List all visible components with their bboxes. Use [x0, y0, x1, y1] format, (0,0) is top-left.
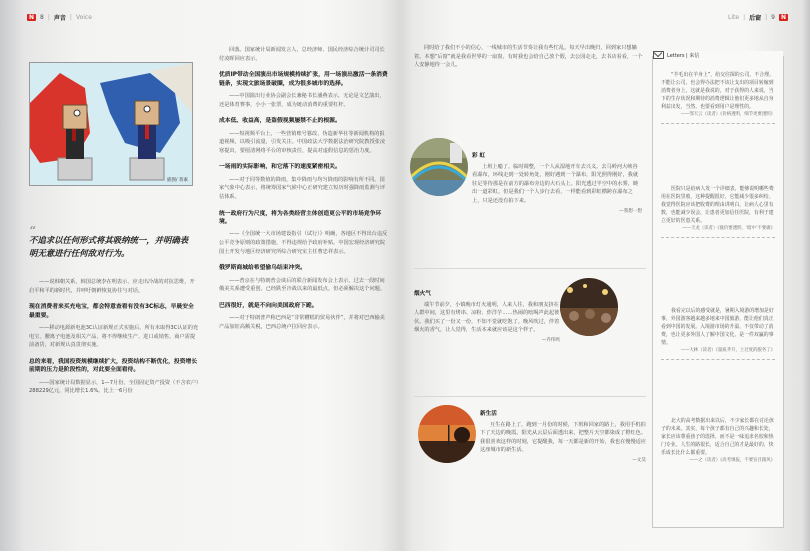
snippet-body: 上班上瘾了。临时调整，一个人从湿地开车去兴义。去马岭河大峡谷看瀑布，环线走到一处转角处，刚好遇到一个瀑布，阳光照得刚好，我就驻足等待那是在前方的瀑布旁边的大石头上。阳光透过半空中的水雾，映出一道彩虹。但是我们一个人步行去看，一样能看到彩虹横跨在瀑布之上，只是还没有拍下来。	[472, 163, 639, 204]
rainbow-photo	[410, 138, 468, 196]
quote-body: ——《全国统一大市场建设指引（试行）》明确，各地区不得出台违反公平竞争原则的政策措施，不得违规给予政府补贴。中国宏观经济研究院国土开发与地区经济研究所综合研究室主任曹忠祥表示。	[219, 231, 388, 255]
quote-headline: 现在消费者来买充电宝，都会特意查看有没有3C标志，早晨安全最重要。	[29, 304, 194, 319]
quote-headline: 成本低、收益高，是盗假视频屡禁不止的根源。	[219, 118, 341, 125]
divider	[414, 396, 646, 397]
quote-body: ——对于特朗普声称巴西是“非常糟糕的贸易伙伴”，并将对巴西输美产品加征高额关税，巴西总统卢拉回应表示。	[219, 315, 385, 330]
cartoon-image	[30, 63, 192, 185]
letter-signature: ——鄂天云（读者）《价格透明，细节更要透明》	[680, 112, 775, 118]
left-page-number: 8	[40, 14, 44, 21]
snippet-new-life	[480, 410, 646, 466]
letters-header	[653, 51, 783, 59]
night-market-image	[560, 278, 618, 336]
letter-body: 北大的高考数据出来以后，不少家长都在讨论孩子的未来。其实，每个孩子都有自己的兴趣和长处，家长应该尊重孩子的选择，而不是一味追求名校和热门专业。人生的路很长，适合自己的才是最好的，快乐成长比什么都重要。	[661, 418, 774, 457]
divider	[661, 123, 775, 124]
pull-quote	[29, 225, 194, 260]
sunset-image	[418, 405, 476, 463]
right-section-en: Lite	[728, 14, 740, 21]
reader-letter	[661, 185, 775, 238]
quote-body: ——中国演出行业协会副会长兼秘书长潘燕表示，无论是文艺演出，还是体育赛事，小小一张票，成为链动消费的重要杠杆。	[219, 93, 385, 108]
snippet-fireworks	[414, 290, 560, 346]
magazine-logo-icon: N	[780, 14, 786, 21]
quote-headline: 统一政府行为尺度，将为各类经营主体创造更公平的市场竞争环境。	[219, 210, 382, 225]
right-page-header: Lite | 后窗 | 9 N	[728, 14, 786, 22]
letter-signature: ——天龙（读者）《涨价要透明，‘暗中’不要做》	[682, 226, 775, 232]
intro-text	[414, 44, 646, 70]
letters-title: Letters | 来信	[667, 52, 700, 59]
quote-body: ——短视频平台上，一些营销账号篡改、伪造新华社等新闻机构的报道视频，以吸引流量，引发关注。中国政法大学数据法治研究院教授张凌寒提出，要厘清网络平台的审核责任，提高对虚假信息的惩治力度。	[219, 130, 386, 154]
right-section-title: 后窗	[749, 15, 762, 22]
night-market-photo	[560, 278, 618, 336]
snippet-author: —我想一想	[619, 208, 642, 214]
snippet-title: 烟火气	[414, 291, 431, 297]
letter-body: 医院只是给病人发一个详细表，能够说明哪些费用在医院里收，这种提醒很好，它能减少很多纠纷。我觉得医院应该把收费的理由讲明白，让病人心里有数，也能减少误会，让患者更加信任医院，有利于建立更好的医患关系。	[661, 186, 774, 225]
sunset-photo	[418, 405, 476, 463]
magazine-logo-icon: N	[29, 14, 35, 21]
quote-headline: 一场雨的实际影响，和它落下的速度紧密相关。	[219, 164, 341, 171]
snippet-author: —乔伟鸣	[541, 337, 560, 343]
left-column-1	[29, 278, 199, 400]
quote-headline: 俄罗斯商城给希望偷乌结束冲突。	[219, 265, 306, 272]
snippet-rainbow	[472, 152, 642, 216]
divider	[414, 268, 646, 269]
snippet-author: —文昊	[632, 457, 646, 463]
rainbow-image	[410, 138, 468, 196]
envelope-icon	[653, 51, 664, 59]
snippet-title: 新生活	[480, 411, 497, 417]
intro-paragraph: 同时给了我们不小的信心，一线城市的生活节奏让我有些忙乱。每天早出晚归，回到家只想躺着。本想“后窗”就是我看世界的一扇窗，有时我也会给自己放个假，去公园走走，去书店看看，一个人安静地待一会儿。	[414, 45, 643, 69]
reader-letter	[661, 417, 775, 465]
letter-body: 我看完以后的感受就是，暑期入境游的增加是好事，外国游客越来越多地来中国旅游，能让他们真正看到中国的发展。入境游市场的升温，不仅带动了消费，也让更多外国人了解中国文化，是一件双赢的事情。	[661, 308, 774, 347]
left-column-2	[219, 46, 389, 335]
quote-body: ——国家统计局数据显示，1—7月份，全国固定资产投资（不含农户）288229亿元，同比增长1.6%。比上一6月份	[29, 379, 199, 395]
snippet-body: 端午节前夕，小镇晚市灯火通明，人来人往，我和朋友挤在人群中间，这里有烤串、凉粉、炸洋芋……热闹的吆喝声此起彼伏。我们买了一份又一份，不知不觉就吃饱了。晚风吹过，伴着烟火的香气，让人觉得，生活本来就应该是这个样子。	[414, 301, 560, 334]
right-page-number: 9	[771, 14, 775, 21]
reader-letter	[661, 307, 775, 360]
pull-quote-text: 不追求以任何形式将其吸纳统一，并明确表明无意进行任何敌对行为。	[29, 235, 189, 258]
quote-body: 回落。国家统计局新闻发言人、总经济师、国民经济综合统计司司长付凌晖回应表示。	[219, 47, 385, 62]
letter-body: “羊毛出在羊身上”，给交往探的公司，不合理。不能让公司，也会得办法把不该让支出的项目转嫁到消费者身上，这就是我说的，对于获得的人来说，当下的生存状况和期待的消费逻辑让他们更多地从自身利益出发，当然，也要看到用户是理性的。	[661, 72, 774, 111]
left-page	[14, 0, 398, 551]
divider	[661, 237, 775, 238]
quote-body: ——移动电源新电池3C认证新规正式实施后，所有未取得3C认证的充电宝、腰离子电池及相关产品，将不得继续生产、进口或销售。商户需提前备货，对新规认真贯彻实施。	[29, 325, 199, 349]
quote-body: ——对于同等数值的降雨，集中降雨与均匀降雨的影响有所不同。国家气象中心表示，将统筹国家气候中心正研究建立短历时强降雨监测与评估体系。	[219, 176, 386, 200]
left-page-header: N 8 | 声音 | Voice	[29, 14, 92, 22]
quote-body: ——说韩朝关系，韩国总统李在明表示，应走出冷战的对抗思维，开启平和平的新时代，并呼吁朝鲜恢复协往与对话。	[29, 279, 195, 294]
left-section-en: Voice	[75, 14, 92, 21]
illustration-caption: 插图/ 蒋素	[167, 178, 188, 183]
letter-signature: ——大林（读者）《量质齐升，上过度的服务了》	[680, 348, 775, 354]
letter-signature: ——之（读者）《高考填报，不要盲目跟风》	[689, 458, 775, 464]
reader-letter	[661, 71, 775, 124]
quote-mark-icon: “	[29, 225, 36, 236]
left-section-title: 声音	[53, 15, 66, 22]
quote-body: ——普京在与特朗普会谈后的联合新闻发布会上表示，过去一段时间俄美关系遭受重创，已经跌至冷战以来的最低点。但必须解决这个问题。	[219, 277, 386, 293]
letters-box	[652, 52, 784, 528]
cartoon-illustration	[29, 62, 193, 186]
snippet-title: 彩 虹	[472, 153, 486, 159]
quote-headline: 总的来看，我国投资规模继续扩大，投资结构不断优化，投资增长前期的压力是阶段性的，对此要全面看待。	[29, 358, 198, 374]
quote-headline: 优质IP带动全国演出市场规模持续扩张，用一场演出激活一条消费链条，实现文旅场景破圈，成为很多城市的选择。	[219, 72, 388, 87]
divider	[661, 359, 775, 360]
snippet-body: 互生在路上了，跑到一月份的时候，下班和回家的路上，我用手机拍下了天边的晚霞。阳光从云层后面透出来，把整片天空都染成了橙红色。我很喜欢这样的时刻，它提醒我，每一天都是新的开始，我也在慢慢适应这座城市的新生活。	[480, 421, 647, 454]
quote-headline: 巴西很好，就是不向向美国政府下跪。	[219, 302, 318, 309]
